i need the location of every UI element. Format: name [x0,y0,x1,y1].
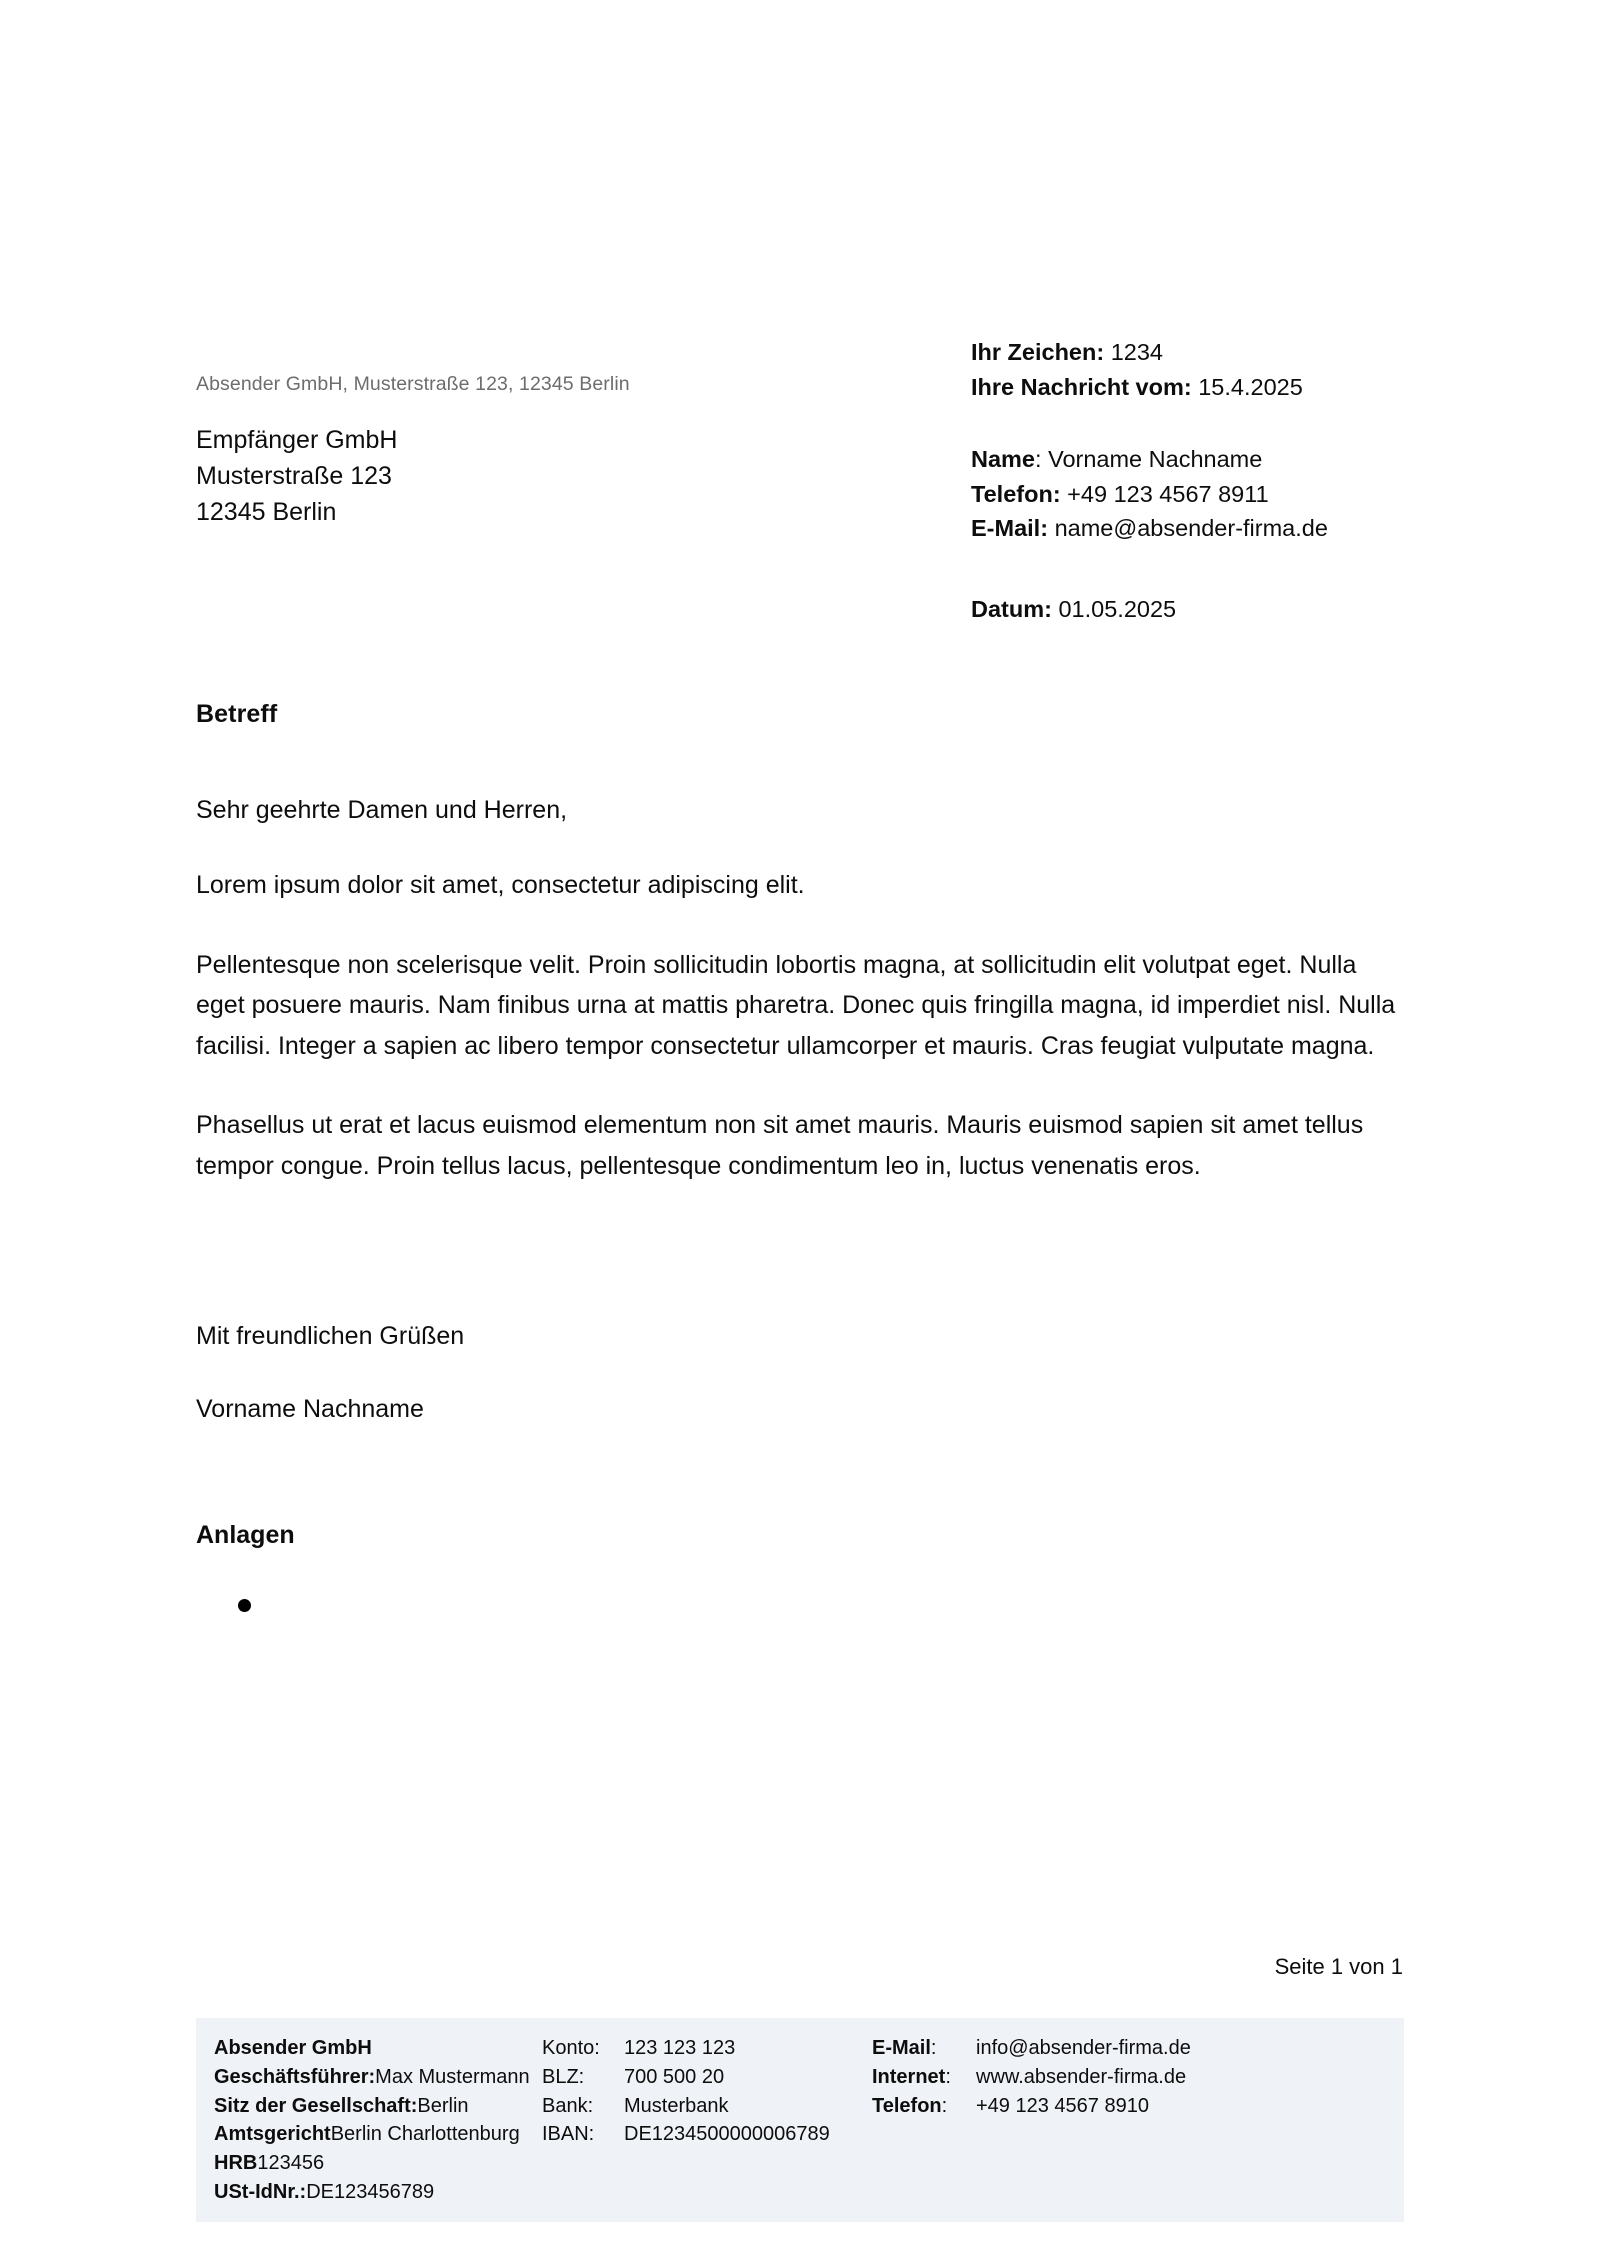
salutation: Sehr geehrte Damen und Herren, [196,796,568,824]
footer-bank-column [542,2034,872,2149]
footer-ceo-row [214,2063,542,2092]
footer-court-value: Berlin Charlottenburg [330,2123,520,2146]
footer-company-name-text: Absender GmbH [214,2037,372,2059]
message-date-value: 15.4.2025 [1198,373,1303,400]
footer-ceo-value: Max Mustermann [375,2065,530,2088]
message-date-line [971,370,1491,405]
footer-phone-label: Telefon [872,2094,942,2117]
footer-iban-value: DE1234500000006789 [624,2123,830,2146]
footer-court-row [214,2120,542,2149]
sender-return-address: Absender GmbH, Musterstraße 123, 12345 Berlin [196,373,630,395]
footer-internet-label-wrap [872,2063,976,2092]
reference-value: 1234 [1110,339,1163,365]
footer-ceo-label: Geschäftsführer: [214,2065,376,2088]
letter-body [196,700,1406,1614]
footer-seat-row [214,2092,542,2121]
contact-name-line [971,442,1491,477]
body-paragraph-2: Pellentesque non scelerisque velit. Proin sollicitudin lobortis magna, at sollicitudin elit volutpat eget. Nulla eget posuere mauris. Nam finibus urna at mattis pharetra. Donec quis fringilla magna, id imperdiet nisl. Nulla facilisi. Integer a sapien ac libero tempor consectetur ullamcorper et mauris. Cras feugiat vulputate magna. [196,950,1396,1060]
contact-email-value: name@absender-firma.de [1054,515,1328,542]
closing-phrase: Mit freundlichen Grüßen [196,1322,465,1350]
footer-vat-row [214,2178,542,2207]
meta-spacer-1 [971,404,1491,442]
footer-hrb-label: HRB [214,2152,258,2175]
footer-phone-separator: : [941,2094,948,2117]
body-paragraph-3: Phasellus ut erat et lacus euismod elementum non sit amet mauris. Mauris euismod sapien sit amet tellus tempor congue. Proin tellus lacus, pellentesque condimentum leo in, luctus venenatis eros. [196,1111,1364,1180]
footer-account-value: 123 123 123 [624,2037,736,2059]
footer-seat-label: Sitz der Gesellschaft: [214,2094,418,2117]
footer-contact-column [872,2034,1302,2120]
contact-phone-line [971,477,1491,512]
address-block [196,372,816,530]
footer-hrb-value: 123456 [257,2152,325,2175]
footer-email-separator: : [930,2037,937,2059]
footer-email-label-wrap [872,2034,976,2063]
recipient-line-3: 12345 Berlin [196,498,337,527]
letter-date-label: Datum: [971,595,1052,622]
footer-bank-label: Bank: [542,2094,594,2117]
signature-name: Vorname Nachname [196,1395,424,1423]
attachments-heading: Anlagen [196,1521,295,1549]
footer-internet-value: www.absender-firma.de [976,2065,1187,2088]
footer-phone-row [872,2092,1302,2121]
footer-company-column [214,2034,542,2207]
subject-line: Betreff [196,700,278,728]
footer-account-row [542,2034,872,2063]
message-date-label: Ihre Nachricht vom: [971,373,1192,400]
contact-name-label: Name [971,446,1036,473]
attachments-list [196,1588,1406,1614]
footer-phone-value: +49 123 4567 8910 [976,2094,1149,2117]
footer-internet-label: Internet [872,2065,946,2088]
footer-phone-label-wrap [872,2092,976,2121]
footer-blz-label: BLZ: [542,2065,585,2088]
footer-hrb-row [214,2149,542,2178]
contact-name-value: : Vorname Nachname [1035,446,1263,473]
page-footer [196,2018,1404,2222]
footer-email-value: info@absender-firma.de [976,2037,1191,2059]
contact-phone-label: Telefon: [971,480,1061,507]
meta-spacer-2 [971,546,1491,592]
footer-iban-label: IBAN: [542,2123,595,2146]
contact-email-label: E-Mail: [971,515,1049,542]
reference-label: Ihr Zeichen: [971,339,1105,365]
footer-account-label: Konto: [542,2037,600,2059]
letter-date-value: 01.05.2025 [1058,595,1177,622]
footer-email-row [872,2034,1302,2063]
letter-date-line [971,592,1491,627]
recipient-address [196,422,816,530]
letter-meta-block [971,335,1491,626]
attachment-item [196,1588,1406,1614]
contact-email-line [971,511,1491,546]
footer-blz-value: 700 500 20 [624,2065,725,2088]
footer-bank-value: Musterbank [624,2094,729,2117]
reference-line [971,335,1491,370]
footer-court-label: Amtsgericht [214,2123,331,2146]
contact-phone-value: +49 123 4567 8911 [1067,480,1269,507]
footer-email-label: E-Mail [872,2037,931,2059]
recipient-line-2: Musterstraße 123 [196,462,392,491]
footer-iban-row [542,2120,872,2149]
footer-seat-value: Berlin [417,2094,469,2117]
footer-vat-value: DE123456789 [306,2180,435,2203]
footer-vat-label: USt-IdNr.: [214,2180,307,2203]
footer-blz-row [542,2063,872,2092]
page-number: Seite 1 von 1 [1274,1954,1403,1979]
footer-bank-row [542,2092,872,2121]
body-paragraph-1: Lorem ipsum dolor sit amet, consectetur adipiscing elit. [196,871,805,899]
footer-internet-separator: : [945,2065,951,2088]
footer-internet-row [872,2063,1302,2092]
footer-company-name [214,2034,542,2063]
recipient-line-1: Empfänger GmbH [196,426,398,455]
